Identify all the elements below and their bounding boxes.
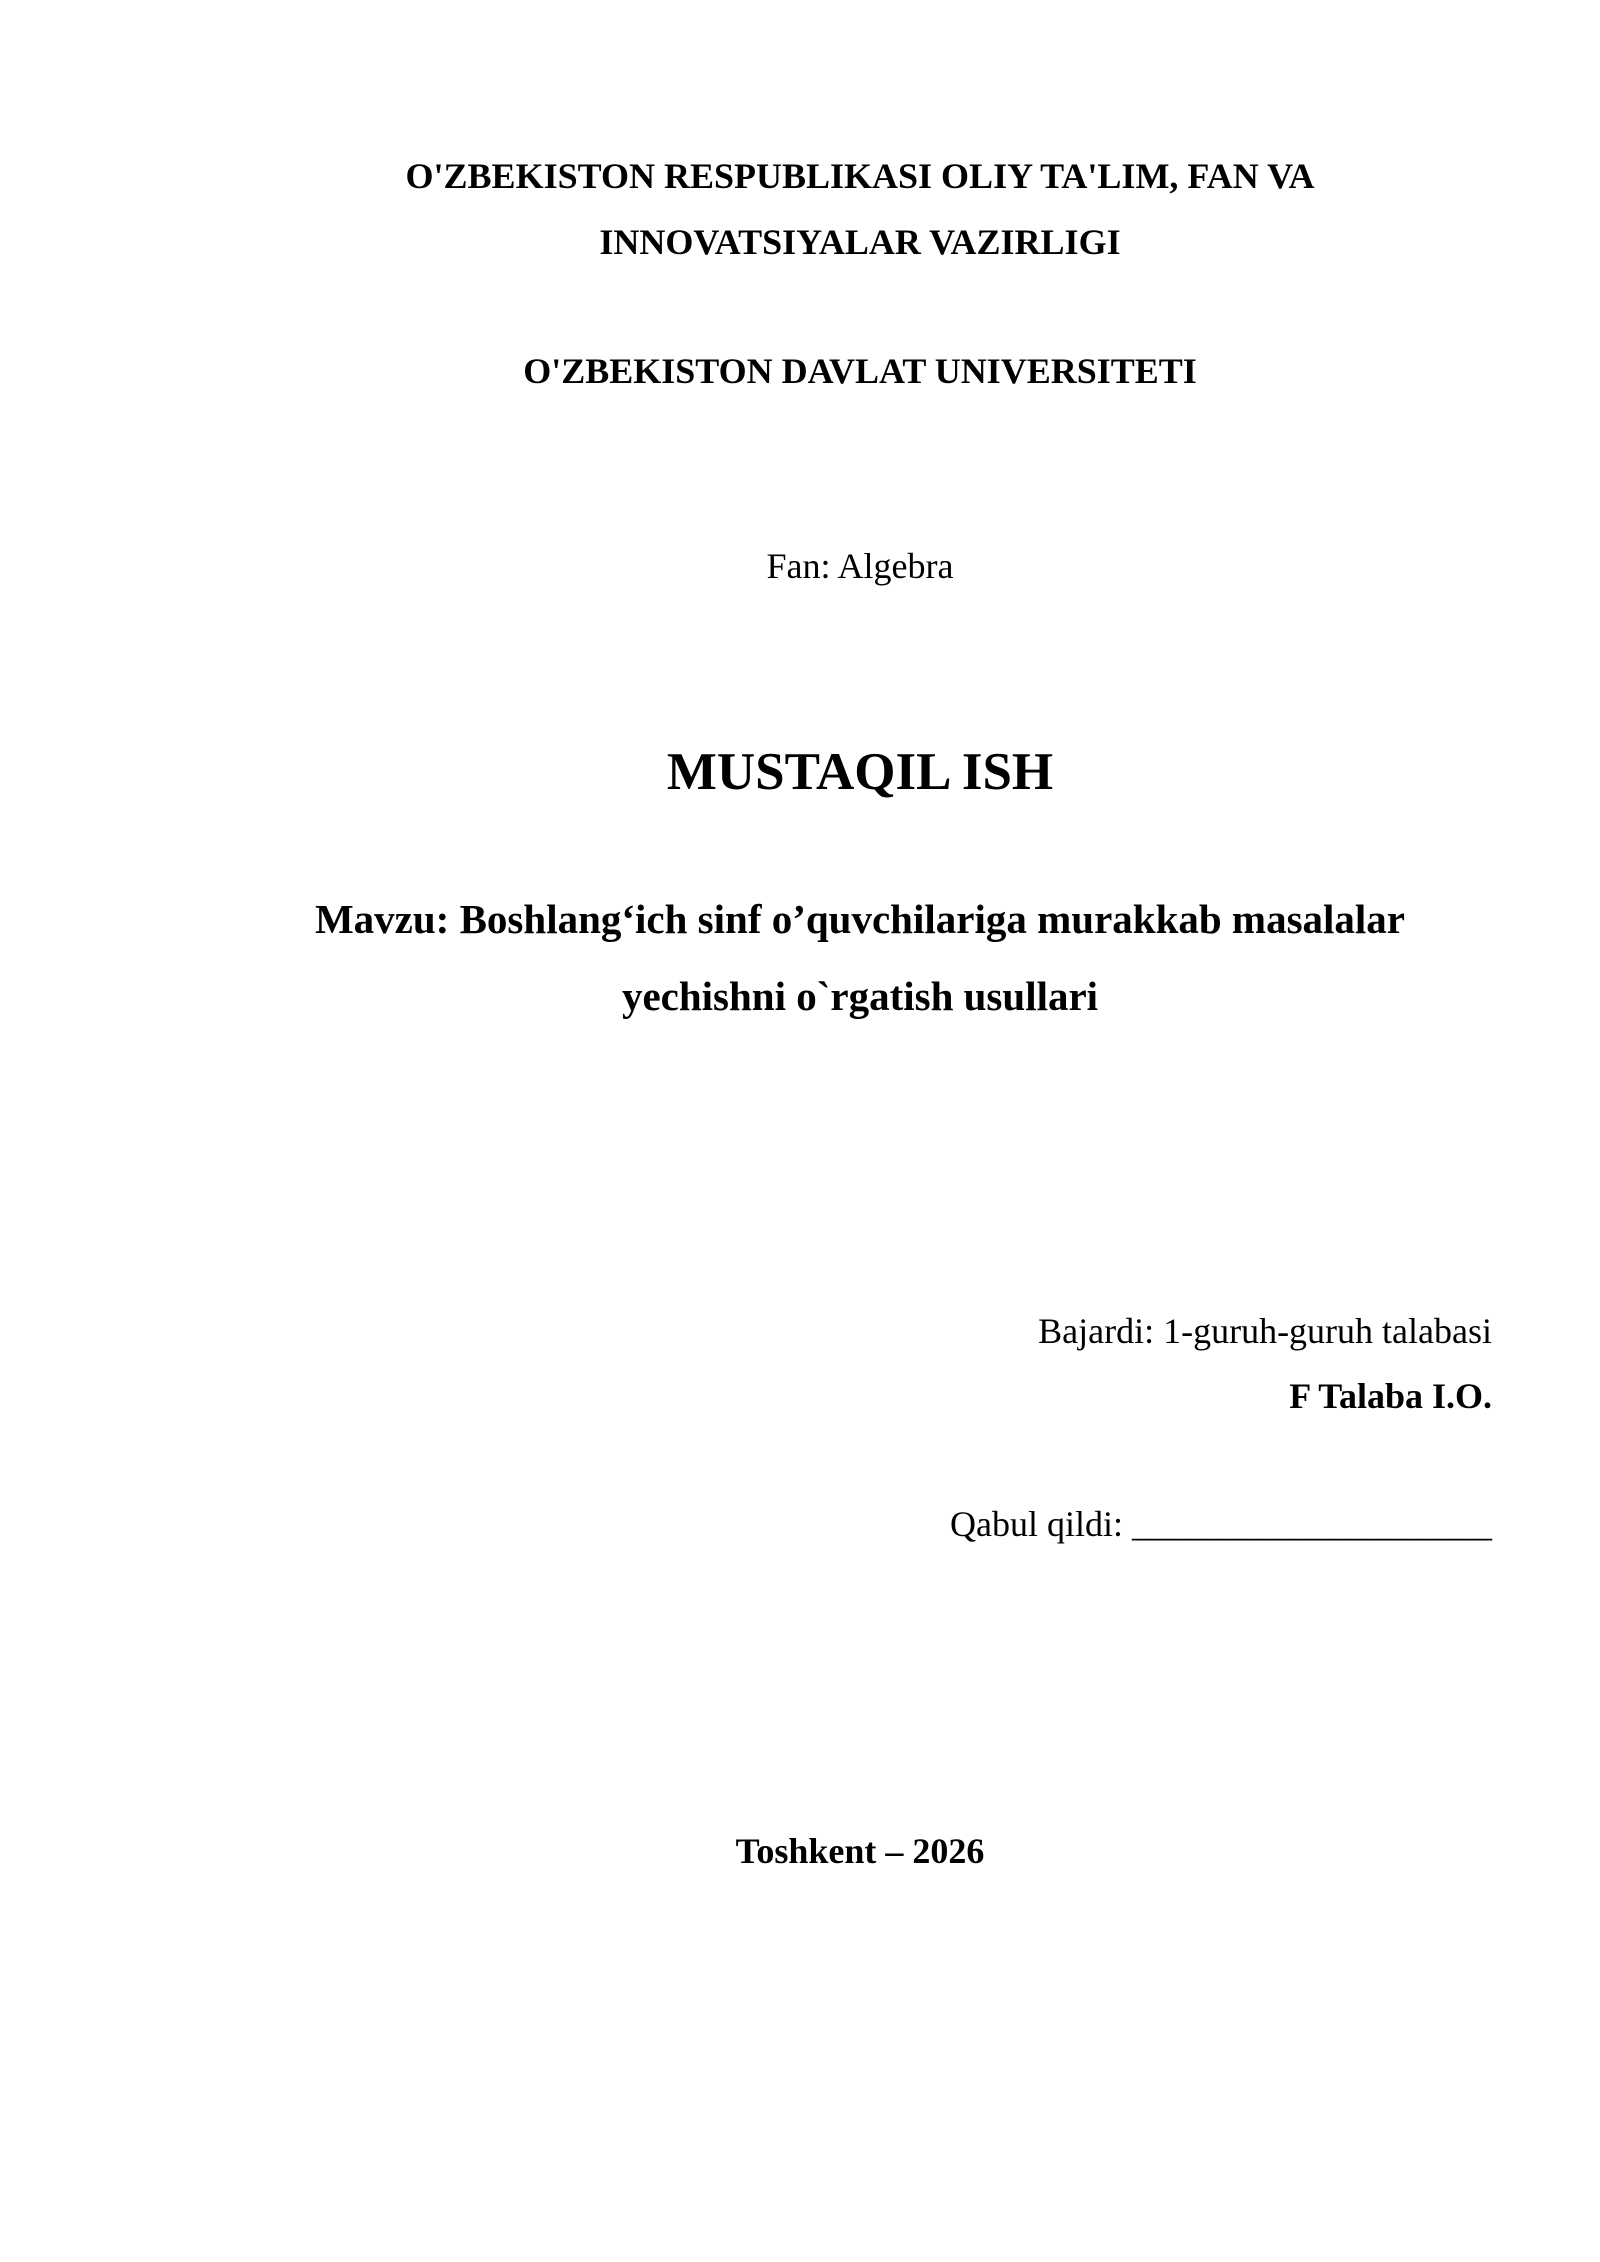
ministry-name-line-1: O'ZBEKISTON RESPUBLIKASI OLIY TA'LIM, FAN VA [405, 156, 1315, 196]
ministry-name-line-2: INNOVATSIYALAR VAZIRLIGI [599, 222, 1121, 262]
document-title: MUSTAQIL ISH [666, 743, 1054, 801]
subject-line: Fan: Algebra [766, 546, 954, 586]
city-year: Toshkent – 2026 [735, 1831, 985, 1871]
performer-label: Bajardi: 1-guruh-guruh talabasi [1038, 1311, 1492, 1351]
student-name: F Talaba I.O. [1289, 1376, 1492, 1416]
topic-line-2: yechishni o`rgatish usullari [621, 973, 1099, 1019]
university-name: O'ZBEKISTON DAVLAT UNIVERSITETI [523, 351, 1197, 391]
topic-line-1: Mavzu: Boshlang‘ich sinf o’quvchilariga murakkab masalalar [314, 896, 1406, 942]
accepted-by-line: Qabul qildi: ____________________ [950, 1504, 1492, 1544]
